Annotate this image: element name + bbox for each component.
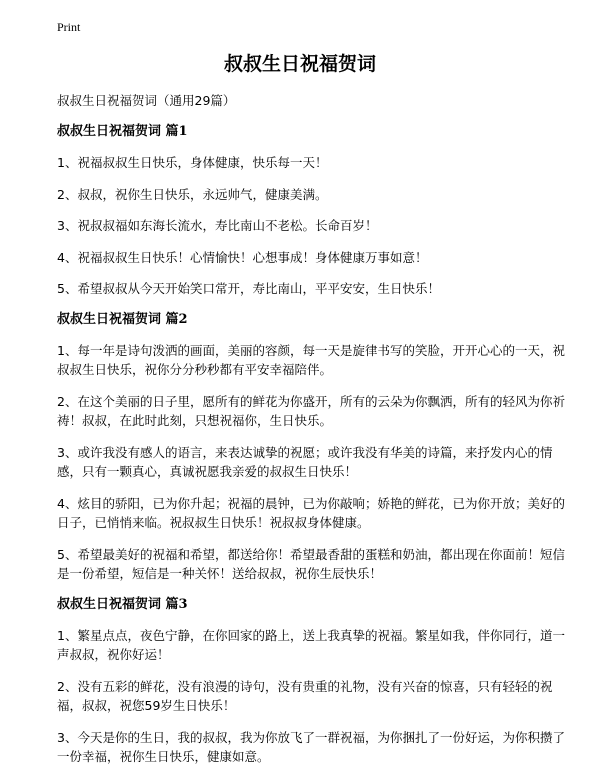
print-label: Print	[57, 20, 81, 34]
document-subtitle: 叔叔生日祝福贺词（通用29篇）	[57, 93, 236, 108]
paragraph: 3、今天是你的生日，我的叔叔，我为你放飞了一群祝福，为你捆扎了一份好运，为你积攒了一份幸福，祝你生日快乐，健康如意。	[57, 729, 565, 764]
paragraph: 4、炫目的骄阳，已为你升起；祝福的晨钟，已为你敲响；娇艳的鲜花，已为你开放；美好的日子，已悄悄来临。祝叔叔生日快乐！祝叔叔身体健康。	[57, 495, 565, 530]
paragraph: 2、没有五彩的鲜花，没有浪漫的诗句，没有贵重的礼物，没有兴奋的惊喜，只有轻轻的祝福，叔叔，祝您59岁生日快乐！	[57, 678, 553, 713]
document-title: 叔叔生日祝福贺词	[223, 53, 376, 75]
section-3	[57, 596, 567, 767]
paragraph: 2、叔叔，祝你生日快乐，永远帅气，健康美满。	[57, 186, 328, 202]
section-heading: 叔叔生日祝福贺词 篇1	[57, 124, 188, 139]
paragraph: 5、希望最美好的祝福和希望，都送给你！希望最香甜的蛋糕和奶油，都出现在你面前！短信是一份希望，短信是一种关怀！送给叔叔，祝你生辰快乐！	[57, 546, 565, 581]
paragraph: 2、在这个美丽的日子里，愿所有的鲜花为你盛开，所有的云朵为你飘洒，所有的轻风为你祈祷！叔叔，在此时此刻，只想祝福你，生日快乐。	[57, 393, 565, 428]
section-1	[57, 123, 567, 299]
paragraph: 5、希望叔叔从今天开始笑口常开，寿比南山，平平安安，生日快乐！	[57, 281, 440, 296]
paragraph: 4、祝福叔叔生日快乐！心情愉快！心想事成！身体健康万事如意！	[57, 249, 428, 265]
section-heading: 叔叔生日祝福贺词 篇2	[57, 311, 188, 327]
paragraph: 3、祝叔叔福如东海长流水，寿比南山不老松。长命百岁！	[57, 218, 378, 233]
paragraph: 3、或许我没有感人的语言，来表达诚挚的祝愿；或许我没有华美的诗篇，来抒发内心的情感，只有一颗真心，真诚祝愿我亲爱的叔叔生日快乐！	[57, 444, 553, 479]
section-heading: 叔叔生日祝福贺词 篇3	[57, 596, 188, 612]
document-body	[57, 92, 567, 779]
section-2	[57, 311, 567, 584]
paragraph: 1、繁星点点，夜色宁静，在你回家的路上，送上我真挚的祝福。繁星如我，伴你同行，道一声叔叔，祝你好运！	[57, 627, 565, 662]
paragraph: 1、祝福叔叔生日快乐，身体健康，快乐每一天！	[57, 155, 328, 170]
paragraph: 1、每一年是诗句泼洒的画面，美丽的容颜，每一天是旋律书写的笑脸，开开心心的一天，祝叔叔生日快乐，祝你分分秒秒都有平安幸福陪伴。	[57, 342, 565, 377]
